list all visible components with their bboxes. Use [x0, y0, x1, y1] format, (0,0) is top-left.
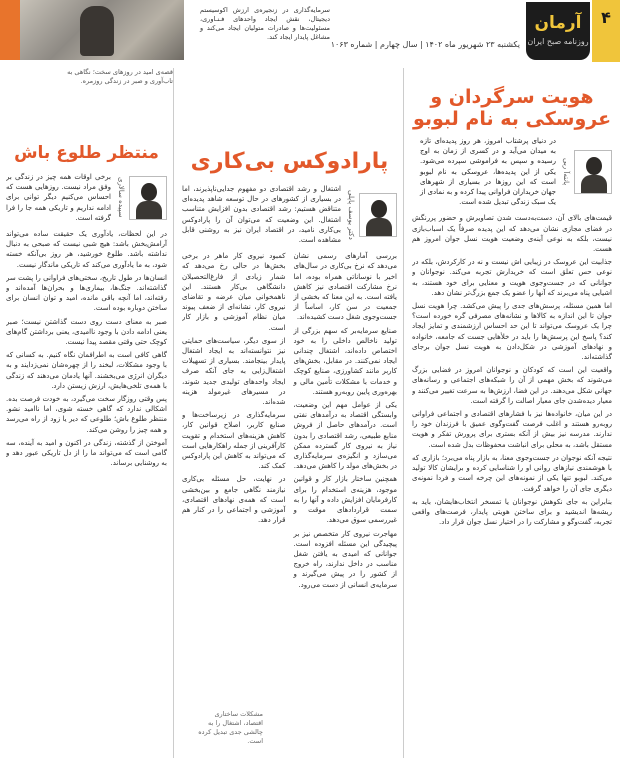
paragraph: پس وقتی روزگار سخت می‌گیرد، به خودت فرصت بده. اشکالی ندارد که گاهی خسته شوی، اما ناامید نشو. منتظر طلوع باش؛ طلوعی که دیر یا زود از راه می‌رسد و همه چیز را روشن می‌کند. [6, 395, 167, 434]
page-number-tab [592, 0, 620, 62]
paragraph: از سوی دیگر، سیاست‌های حمایتی نیز نتوانسته‌اند به ایجاد اشتغال پایدار بینجامند. بسیاری از تسهیلات اشتغال‌زایی به جای آنکه صرف ایجاد واحدهای تولیدی جدید شوند، در مسیرهای غیرمولد هزینه شده‌اند. [182, 336, 286, 407]
author-photo [359, 193, 397, 237]
paragraph: مهاجرت نیروی کار متخصص نیز بر پیچیدگی این مسئله افزوده است. جوانانی که امیدی به یافتن شغل مناسب در داخل ندارند، راه خروج از کشور را در پیش می‌گیرند و سرمایه‌ی انسانی از دست می‌رود. [293, 529, 397, 589]
author-block [347, 184, 397, 245]
accent-strip [0, 0, 20, 60]
paragraph: در نهایت، حل مسئله بی‌کاری نیازمند نگاهی جامع و بین‌بخشی است که همه‌ی نهادهای اقتصادی، آموزشی و اجتماعی را در کنار هم قرار دهد. [182, 475, 286, 525]
logo-text: آرمان [534, 13, 582, 33]
paragraph: نتیجه آنکه نوجوان در جست‌وجوی معنا، به بازار پناه می‌برد؛ بازاری که با هوشمندی نیازهای روانی او را شناسایی کرده و برایشان کالا تولید می‌کند. لبوبو تنها یکی از نمونه‌های این چرخه است و فردا نمونه‌ی دیگری جای آن را خواهد گرفت. [412, 453, 612, 493]
author-block [117, 172, 167, 223]
paragraph: همچنین ساختار بازار کار و قوانین موجود، هزینه‌ی استخدام را برای کارفرمایان افزایش داده و آنها را به سمت قراردادهای موقت و غیررسمی سوق می‌دهد. [293, 475, 397, 525]
sidebar-note: قصه‌ی امید در روزهای سخت؛ نگاهی به تاب‌آوری و صبر در زندگی روزمره. [67, 68, 173, 85]
article-right [412, 68, 612, 758]
article-headline: پارادوکس بی‌کاری [190, 149, 389, 174]
article-middle [182, 68, 404, 758]
article-body-right [294, 251, 398, 593]
paragraph: یکی از عوامل مهم این وضعیت، وابستگی اقتصاد به درآمدهای نفتی است. درآمدهای حاصل از فروش منابع طبیعی، رشد اقتصادی را بدون نیاز به نیروی کار گسترده ممکن می‌سازد و انگیزه‌ی سرمایه‌گذاری در بخش‌های مولد را کاهش می‌دهد. [293, 401, 397, 471]
author-block [562, 136, 612, 207]
article-headline: هویت سرگردان و عروسکی به نام لبوبو [412, 86, 612, 130]
newspaper-logo [526, 2, 590, 60]
article-intro: برخی اوقات همه چیز در زندگی بر وفق مراد نیست. روزهایی هست که احساس می‌کنیم دیگر توانی برای ادامه نداریم و تاریکی همه جا را فرا گرفته است. [6, 173, 111, 222]
paragraph: کمبود نیروی کار ماهر در برخی بخش‌ها در حالی رخ می‌دهد که شمار زیادی از فارغ‌التحصیلان دانشگاهی بی‌کار هستند. این ناهمخوانی میان عرضه و تقاضای نیروی کار، نشانه‌ای از ضعف پیوند میان نظام آموزشی و بازار کار است. [182, 252, 286, 332]
paragraph: در این لحظات، یادآوری یک حقیقت ساده می‌تواند آرامش‌بخش باشد: هیچ شبی نیست که صبحی به دنبال نداشته باشد. طلوع خورشید، هر روز بی‌آنکه خسته شود، به ما یادآوری می‌کند که تاریکی ماندگار نیست. [6, 230, 167, 269]
issue-date-line: یکشنبه ۲۳ شهریور ماه ۱۴۰۲ | سال چهارم | شماره ۱۰۶۳ [330, 40, 520, 49]
paragraph: واقعیت این است که کودکان و نوجوانان امروز در فضایی بزرگ می‌شوند که بخش مهمی از آن را شبکه‌های اجتماعی و رسانه‌های جهانی شکل می‌دهند. در این فضا، ارزش‌ها به سرعت تغییر می‌کنند و معیار دیده‌شدن جای معیار اصالت را گرفته است. [412, 366, 612, 405]
paragraph: اما همین مسئله، پرسش‌های جدی را پیش می‌کشد. چرا هویت نسل جوان تا این اندازه به کالاها و نشانه‌های مصرفی گره خورده است؟ چرا یک عروسک می‌تواند تا این حد احساس ارزشمندی و تمایز ایجاد کند؟ پاسخ این پرسش‌ها را باید در خلأ‌هایی جست که جامعه، خانواده و نهادهای آموزشی در شکل‌دادن به هویت نسل جوان برجای گذاشته‌اند. [412, 302, 612, 362]
article-body [6, 229, 167, 468]
article-left [6, 68, 174, 758]
author-photo [574, 150, 612, 194]
article-body-left [182, 251, 286, 593]
paragraph: صبر به معنای دست روی دست گذاشتن نیست؛ صبر یعنی ادامه دادن با وجود ناامیدی، یعنی برداشتن گام‌های کوچک حتی وقتی مقصد پیدا نیست. [6, 317, 167, 347]
page-header [0, 0, 620, 62]
paragraph: جذابیت این عروسک در زیبایی اش نیست و نه در کارکردش، بلکه در نوعی حس تعلق است که خریدارش تجربه می‌کند. نوجوانان و جوانانی که در جست‌وجوی هویت و معنایی برای خود هستند، به اشیایی پناه می‌برند که آنها را عضو یک جمع بزرگ‌تر نشان دهد. [412, 258, 612, 297]
author-name: سپیده سالاری [117, 177, 125, 218]
paragraph: انسان‌ها در طول تاریخ، سختی‌های فراوانی را پشت سر گذاشته‌اند. جنگ‌ها، بیماری‌ها و بحران‌ها آمده‌اند و رفته‌اند، اما آنچه باقی مانده، امید و توان انسان برای ساختن دوباره بوده است. [6, 273, 167, 313]
paragraph: در این میان، خانواده‌ها نیز با فشارهای اقتصادی و اجتماعی فراوانی روبه‌رو هستند و اغلب فرصت گفت‌وگوی عمیق با فرزندان خود را ندارند. مدرسه نیز بیش از آنکه بستری برای پرورش تفکر و هویت مستقل باشد، به محلی برای انباشت محفوظات بدل شده است. [412, 410, 612, 449]
article-intro: اشتغال و رشد اقتصادی دو مفهوم جدایی‌ناپذیرند، اما در بسیاری از کشورهای در حال توسعه شاهد پدیده‌ای متناقض هستیم: رشد اقتصادی بدون افزایش متناسب اشتغال. این وضعیت که می‌توان آن را پارادوکس بی‌کاری نامید، در اقتصاد ایران نیز به روشنی قابل مشاهده است. [182, 185, 341, 245]
paragraph: سرمایه‌گذاری در زیرساخت‌ها و صنایع کاربر، اصلاح قوانین کار، کاهش هزینه‌های استخدام و تقویت کارآفرینی از جمله راهکارهایی است که می‌تواند به کاهش این پارادوکس کمک کند. [182, 411, 286, 471]
article-body [412, 213, 612, 527]
logo-subtitle: روزنامه صبح ایران [527, 37, 589, 46]
paragraph: قیمت‌های بالای آن، دست‌به‌دست شدن تصاویرش و حضور پررنگش در فضای مجازی نشان می‌دهد که این پدیده صرفاً یک اسباب‌بازی نیست، بلکه به نوعی آینه‌ی وضعیت هویت نسل جوان امروز هم هست. [412, 214, 612, 254]
author-photo [129, 176, 167, 220]
paragraph: بررسی آمارهای رسمی نشان می‌دهد که نرخ بی‌کاری در سال‌های اخیر با نوساناتی همراه بوده، اما نرخ مشارکت اقتصادی نیز کاهش یافته است. به این معنا که بخشی از جمعیت در سن کار، اساساً از جست‌وجوی شغل دست کشیده‌اند. [293, 252, 397, 322]
header-blurb: سرمایه‌گذاری در زنجیره‌ی ارزش اکوسیستم دیجیتال، نقش ایجاد واحدهای فـنـاوری، مسئولیت‌ها و صادرات متولیان ایجاد می‌کند و مشاغل پایدار ایجاد کند. [200, 6, 330, 41]
paragraph: آموختن از گذشته، زندگی در اکنون و امید به آینده، سه گامی است که می‌تواند ما را از دل تاریکی عبور دهد و به روشنایی برساند. [6, 438, 167, 468]
paragraph: بنابراین به جای نکوهش نوجوانان یا تمسخر انتخاب‌هایشان، باید به ریشه‌ها اندیشید و برای ساختن هویتی پایدار، فرصت‌های واقعی تجربه، گفت‌وگو و مشارکت را در اختیار نسل جوان قرار داد. [412, 497, 612, 527]
author-name: پانته‌آ ربی [562, 158, 570, 186]
article-headline: منتظر طلوع باش [14, 143, 159, 163]
paragraph: گاهی کافی است به اطرافمان نگاه کنیم. به کسانی که با وجود مشکلات، لبخند را از چهره‌شان نمی‌زدایند و به دیگران انرژی می‌بخشند. آنها یادمان می‌دهند که زندگی با همه‌ی تلخی‌هایش، ارزش زیستن دارد. [6, 351, 167, 390]
article-intro: در دنیای پرشتاب امروز، هر روز پدیده‌ای تازه به میدان می‌آید و در کسری از زمان به اوج رسیده و سپس به فراموشی سپرده می‌شود. یکی از این پدیده‌ها، عروسکی به نام لبوبو است که این روزها در بسیاری از شهرهای جهان خریداران فراوانی پیدا کرده و به نمادی از یک سبک زندگی تبدیل شده است. [420, 137, 556, 207]
author-name: دکتر یوسف پاپلی [347, 189, 355, 240]
page-number: ۴ [601, 8, 611, 27]
paragraph: صنایع سرمایه‌بر که سهم بزرگی از تولید ناخالص داخلی را به خود اختصاص داده‌اند، اشتغال چندانی ایجاد نمی‌کنند. در مقابل، بخش‌های کاربر مانند کشاورزی، صنایع کوچک و خدمات با مشکلات تأمین مالی و بهره‌وری پایین روبه‌رو هستند. [293, 326, 397, 396]
pull-note: مشکلات ساختاری اقتصاد، اشتغال را به چالشی جدی تبدیل کرده است. [198, 710, 263, 745]
header-photo [20, 0, 184, 60]
